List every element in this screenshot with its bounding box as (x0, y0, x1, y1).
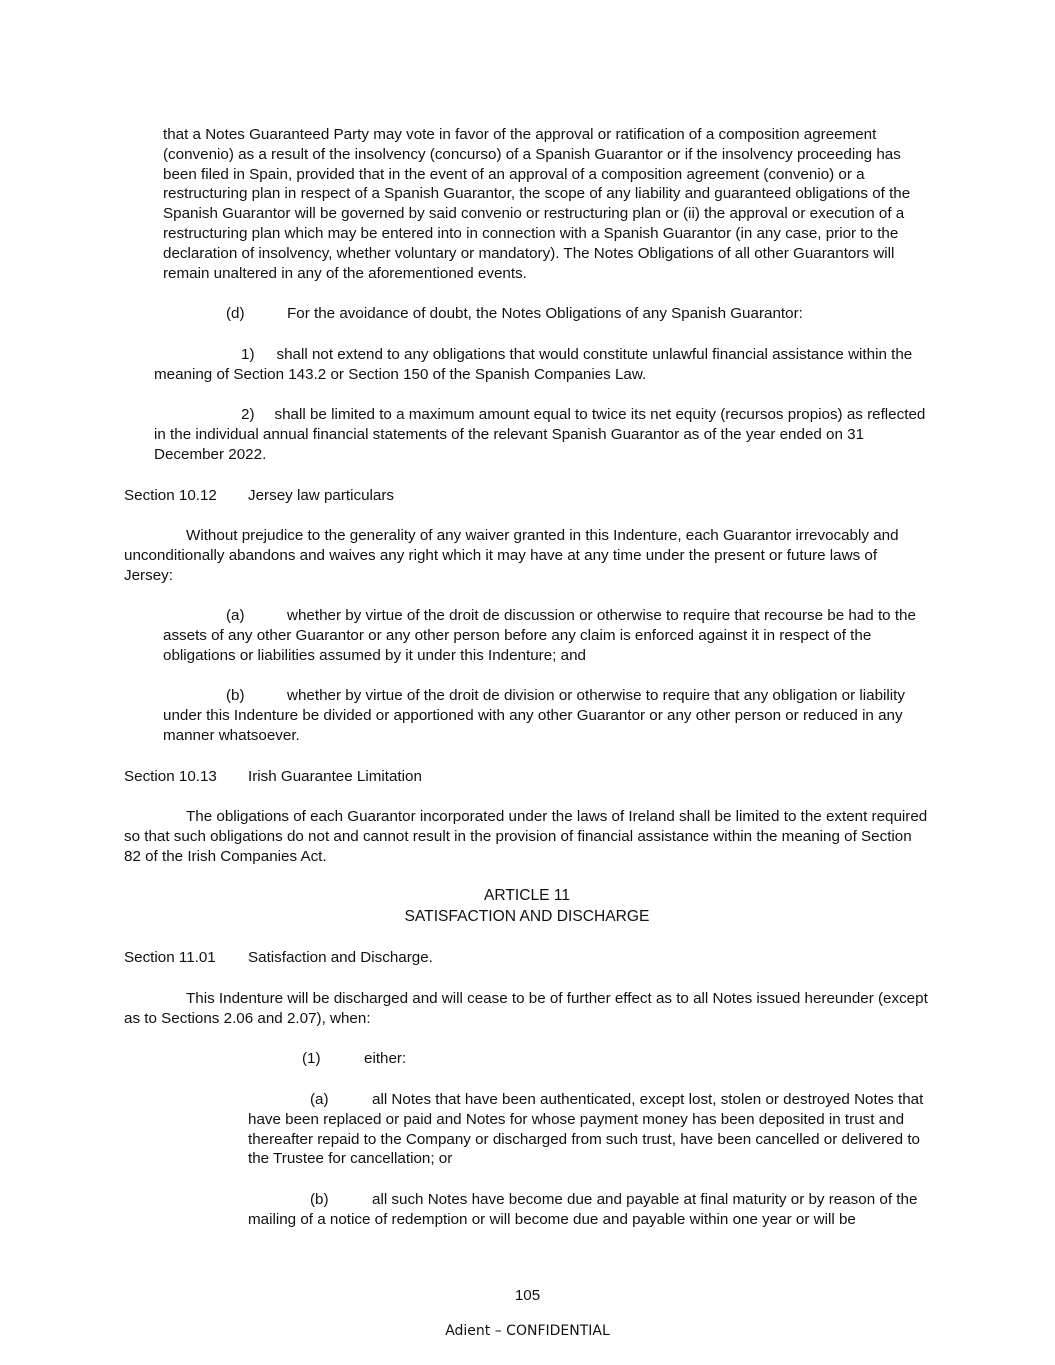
item-text: whether by virtue of the droit de discussion or otherwise to require that recourse be had to the assets of any other Guarantor or any other person before any claim is enforced against it in respect of the obligations or liabilities assumed by it under this Indenture; and (163, 607, 916, 664)
item-label: (a) (226, 607, 245, 624)
item-text: either: (364, 1050, 407, 1067)
section-heading-11-01 (124, 948, 930, 968)
item-label: (b) (310, 1191, 329, 1208)
section-number: Section 10.13 (124, 768, 217, 785)
item-label: (a) (310, 1091, 329, 1108)
section-title: Satisfaction and Discharge. (248, 949, 433, 966)
section-10-12-item-a (163, 606, 931, 665)
item-d-label: (d) (226, 305, 245, 322)
confidential-footer: Adient – CONFIDENTIAL (445, 1323, 610, 1339)
item-d2-text: shall be limited to a maximum amount equal to twice its net equity (recursos propios) as reflected in the individual annual financial statements of the relevant Spanish Guarantor as of the year ended on 31 December 2022. (154, 406, 926, 463)
page-number: 105 (514, 1287, 541, 1304)
item-d1 (154, 345, 931, 385)
article-heading (124, 886, 930, 927)
section-number: Section 11.01 (124, 949, 216, 966)
item-d1-text: shall not extend to any obligations that would constitute unlawful financial assistance within the meaning of Section 143.2 or Section 150 of the Spanish Companies Law. (154, 346, 913, 383)
section-10-13-body: The obligations of each Guarantor incorporated under the laws of Ireland shall be limited to the extent required so that such obligations do not and cannot result in the provision of financial assistance within the meaning of Section 82 of the Irish Companies Act. (124, 808, 928, 865)
item-d-text: For the avoidance of doubt, the Notes Obligations of any Spanish Guarantor: (287, 305, 803, 322)
item-d2-label: 2) (241, 406, 255, 423)
article-number: ARTICLE 11 (483, 887, 571, 904)
section-11-01-item-b (248, 1190, 931, 1230)
section-heading-10-12 (124, 486, 930, 506)
section-10-12-item-b (163, 686, 931, 745)
section-11-01-item-1 (302, 1049, 902, 1069)
item-d (163, 304, 931, 324)
section-title: Jersey law particulars (248, 487, 395, 504)
section-heading-10-13 (124, 767, 930, 787)
item-label: (b) (226, 687, 245, 704)
article-title: SATISFACTION AND DISCHARGE (404, 907, 650, 925)
item-text: whether by virtue of the droit de division or otherwise to require that any obligation or liability under this Indenture be divided or apportioned with any other Guarantor or any other person or reduced in any manner whatsoever. (163, 687, 905, 744)
section-11-01-item-a (248, 1090, 931, 1169)
section-title: Irish Guarantee Limitation (248, 768, 422, 785)
item-text: all Notes that have been authenticated, except lost, stolen or destroyed Notes that have been replaced or paid and Notes for whose payment money has been deposited in trust and thereafter repaid to the Company or discharged from such trust, have been cancelled or delivered to the Trustee for cancellation; or (248, 1091, 924, 1168)
section-number: Section 10.12 (124, 487, 217, 504)
item-d2 (154, 405, 931, 464)
item-text: all such Notes have become due and payable at final maturity or by reason of the mailing of a notice of redemption or will become due and payable within one year or will be (248, 1191, 918, 1228)
section-10-12-intro: Without prejudice to the generality of any waiver granted in this Indenture, each Guarantor irrevocably and unconditionally abandons and waives any right which it may have at any time under the present or future laws of Jersey: (124, 527, 899, 584)
item-label: (1) (302, 1050, 321, 1067)
item-d1-label: 1) (241, 346, 255, 363)
section-11-01-intro: This Indenture will be discharged and will cease to be of further effect as to all Notes issued hereunder (except as to Sections 2.06 and 2.07), when: (124, 990, 928, 1027)
continuation-paragraph: that a Notes Guaranteed Party may vote in favor of the approval or ratification of a composition agreement (convenio) as a result of the insolvency (concurso) of a Spanish Guarantor or if the insolvency proceeding has been filed in Spain, provided that in the event of an approval of a composition agreement (convenio) or a restructuring plan in respect of a Spanish Guarantor, the scope of any liability and guaranteed obligations of the Spanish Guarantor will be governed by said convenio or restructuring plan or (ii) the approval or execution of a restructuring plan which may be entered into in connection with a Spanish Guarantor (in any case, prior to the declaration of insolvency, whether voluntary or mandatory). The Notes Obligations of all other Guarantors will remain unaltered in any of the aforementioned events. (163, 126, 911, 282)
